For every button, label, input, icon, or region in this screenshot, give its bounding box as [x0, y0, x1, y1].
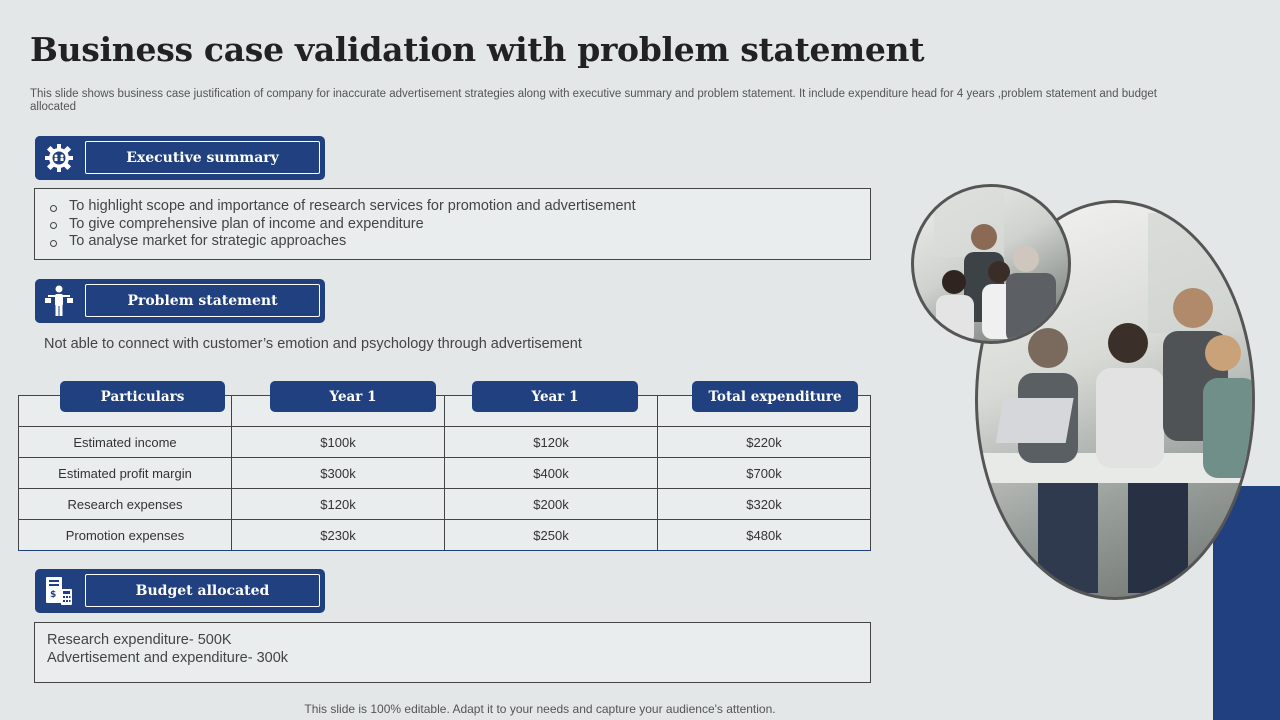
team-discussion-photo [911, 184, 1071, 344]
footer-note: This slide is 100% editable. Adapt it to your needs and capture your audience's attention. [304, 702, 776, 716]
column-header-total: Total expenditure [692, 381, 858, 412]
slide-subtitle: This slide shows business case justification of company for inaccurate advertisement strategies along with executive summary and problem statement. It include expenditure head for 4 years ,problem statement and budget allocated [30, 88, 1157, 113]
budget-allocated-header [35, 569, 325, 613]
problem-statement-text: Not able to connect with customer’s emotion and psychology through advertisement [44, 336, 582, 352]
budget-allocated-box [34, 622, 871, 683]
calculator-document-icon [35, 569, 83, 613]
table-row: Estimated income $100k $120k $220k [19, 427, 871, 458]
budget-line: Advertisement and expenditure- 300k [47, 650, 289, 666]
list-item: To analyse market for strategic approaches [47, 233, 858, 251]
bullet-circle-icon [50, 205, 57, 212]
column-header-particulars: Particulars [60, 381, 225, 412]
executive-summary-header [35, 136, 325, 180]
list-item: To give comprehensive plan of income and expenditure [47, 216, 858, 234]
column-header-year-1: Year 1 [270, 381, 436, 412]
column-header-year-2: Year 1 [472, 381, 638, 412]
svg-text:$: $ [50, 590, 57, 600]
problem-statement-header [35, 279, 325, 323]
budget-allocated-label: Budget allocated [85, 574, 320, 607]
expenditure-table [18, 395, 871, 551]
executive-summary-label: Executive summary [85, 141, 320, 174]
problem-statement-label: Problem statement [85, 284, 320, 317]
slide-title: Business case validation with problem statement [30, 30, 925, 69]
person-balance-icon [35, 279, 83, 323]
gear-people-icon [35, 136, 83, 180]
bullet-circle-icon [50, 222, 57, 229]
table-row: Estimated profit margin $300k $400k $700k [19, 458, 871, 489]
list-item: To highlight scope and importance of research services for promotion and advertisement [47, 198, 858, 216]
budget-line: Research expenditure- 500K [47, 632, 232, 648]
table-row: Promotion expenses $230k $250k $480k [19, 520, 871, 551]
table-row: Research expenses $120k $200k $320k [19, 489, 871, 520]
executive-summary-box [34, 188, 871, 260]
bullet-circle-icon [50, 240, 57, 247]
